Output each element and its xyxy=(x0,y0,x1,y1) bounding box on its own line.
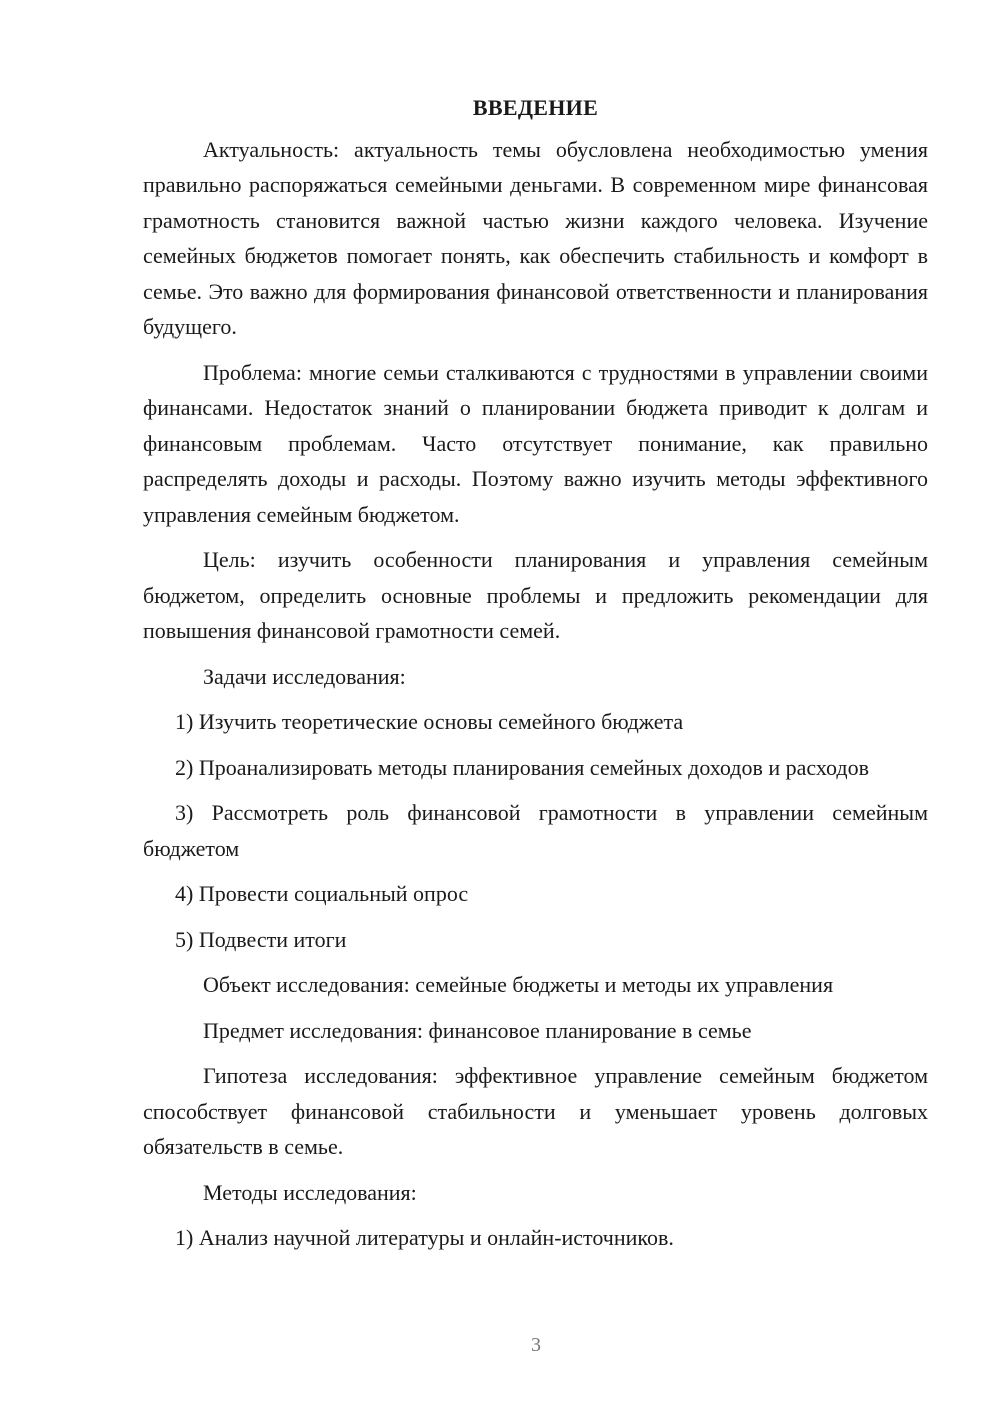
methods-heading: Методы исследования: xyxy=(203,1179,417,1205)
research-object: Объект исследования: семейные бюджеты и методы их управления xyxy=(203,972,834,997)
paragraph-goal: Цель: изучить особенности планирования и управления семейным бюджетом, определить основные проблемы и предложить рекомендации для повышения финансовой грамотности семей. xyxy=(143,547,928,643)
research-subject: Предмет исследования: финансовое планирование в семье xyxy=(203,1017,752,1043)
research-hypothesis: Гипотеза исследования: эффективное управление семейным бюджетом способствует финансовой стабильности и уменьшает уровень долговых обязательств в семье. xyxy=(143,1063,928,1159)
page-number: 3 xyxy=(531,1334,541,1356)
task-item-2: 2) Проанализировать методы планирования семейных доходов и расходов xyxy=(175,754,869,780)
task-item-5: 5) Подвести итоги xyxy=(175,926,347,952)
task-item-3: 3) Рассмотреть роль финансовой грамотности в управлении семейным бюджетом xyxy=(143,800,928,861)
paragraph-relevance: Актуальность: актуальность темы обусловлена необходимостью умения правильно распоряжаться семейными деньгами. В современном мире финансовая грамотность становится важной частью жизни каждого человека. Изучение семейных бюджетов помогает понять, как обеспечить стабильность и комфорт в семье. Это важно для формирования финансовой ответственности и планирования будущего. xyxy=(143,136,928,339)
page-title: ВВЕДЕНИЕ xyxy=(472,95,599,120)
task-item-4: 4) Провести социальный опрос xyxy=(175,881,469,906)
method-item-1: 1) Анализ научной литературы и онлайн-источников. xyxy=(175,1225,674,1250)
paragraph-problem: Проблема: многие семьи сталкиваются с трудностями в управлении своими финансами. Недостаток знаний о планировании бюджета приводит к долгам и финансовым проблемам. Часто отсутствует понимание, как правильно распределять доходы и расходы. Поэтому важно изучить методы эффективного управления семейным бюджетом. xyxy=(143,359,928,527)
task-item-1: 1) Изучить теоретические основы семейного бюджета xyxy=(175,709,684,734)
tasks-heading: Задачи исследования: xyxy=(203,663,406,689)
document-page xyxy=(143,90,928,1266)
